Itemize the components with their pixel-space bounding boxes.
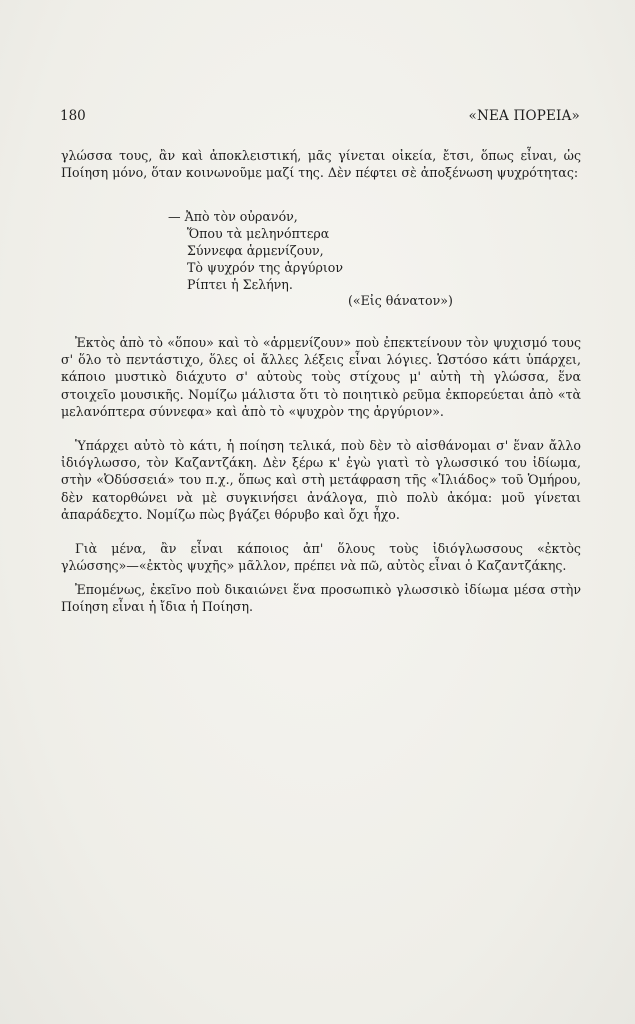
poem-line: Ρίπτει ἡ Σελήνη. — [187, 277, 293, 292]
poem-line: Τὸ ψυχρόν της ἀργύριον — [187, 260, 344, 275]
journal-title: «ΝΕΑ ΠΟΡΕΙΑ» — [468, 108, 580, 124]
body-paragraph: Ὑπάρχει αὐτὸ τὸ κάτι, ἡ ποίηση τελικά, ποὺ δὲν τὸ αἰσθάνομαι σ' ἕναν ἄλλο ἰδιόγλωσσο, τὸν Καζαντζάκη. Δὲν ξέρω κ' ἐγὼ γιατὶ τὸ γλωσσικό του ἰδίωμα, στὴν «Ὀδύσσειά» του π.χ., ὅπως καὶ στὴ μετάφραση τῆς «Ἰλιάδος» τοῦ Ὁμήρου, δὲν κατορθώνει νὰ μὲ συγκινήσει ἀνάλογα, πιὸ πολὺ ἀκόμα: μοῦ γίνεται ἀπαράδεχτο. Νομίζω πὼς βγάζει θόρυβο καὶ ὄχι ἦχο. — [61, 438, 581, 522]
poem-source: («Εἰς θάνατον») — [348, 293, 453, 308]
body-paragraph: Ἐπομένως, ἐκεῖνο ποὺ δικαιώνει ἕνα προσωπικὸ γλωσσικὸ ἰδίωμα μέσα στὴν Ποίηση εἶναι ἡ ἴδια ἡ Ποίηση. — [61, 582, 581, 615]
poem-quote — [168, 208, 343, 293]
page-header — [60, 108, 580, 128]
intro-paragraph: γλώσσα τους, ἂν καὶ ἀποκλειστική, μᾶς γίνεται οἰκεία, ἔτσι, ὅπως εἶναι, ὡς Ποίηση μόνο, ὅταν κοινωνοῦμε μαζί της. Δὲν πέφτει σὲ ἀποξένωση ψυχρότητας: — [61, 148, 581, 181]
poem-line: Σύννεφα ἁρμενίζουν, — [187, 243, 324, 258]
body-paragraph: Ἐκτὸς ἀπὸ τὸ «ὅπου» καὶ τὸ «ἁρμενίζουν» ποὺ ἐπεκτείνουν τὸν ψυχισμό τους σ' ὅλο τὸ πεντάστιχο, ὅλες οἱ ἄλλες λέξεις εἶναι λόγιες. Ὡστόσο κάτι ὑπάρχει, κάποιο μυστικὸ διάχυτο σ' αὐτοὺς τοὺς στίχους μ' αὐτὴ τὴ γλώσσα, ἕνα στοιχεῖο μουσικῆς. Νομίζω μάλιστα ὅτι τὸ ποιητικὸ ρεῦμα ἐκπορεύεται ἀπὸ «τὰ μελανόπτερα σύννεφα» καὶ ἀπὸ τὸ «ψυχρὸν της ἀργύριον». — [61, 335, 581, 419]
poem-line: — Ἀπὸ τὸν οὐρανόν, — [168, 209, 298, 224]
poem-line: Ὅπου τὰ μεληνόπτερα — [187, 226, 330, 241]
body-paragraph: Γιὰ μένα, ἂν εἶναι κάποιος ἀπ' ὅλους τοὺς ἰδιόγλωσσους «ἐκτὸς γλώσσης»—«ἐκτὸς ψυχῆς» μᾶλλον, πρέπει νὰ πῶ, αὐτὸς εἶναι ὁ Καζαντζάκης. — [61, 541, 581, 574]
page-number: 180 — [60, 108, 86, 124]
